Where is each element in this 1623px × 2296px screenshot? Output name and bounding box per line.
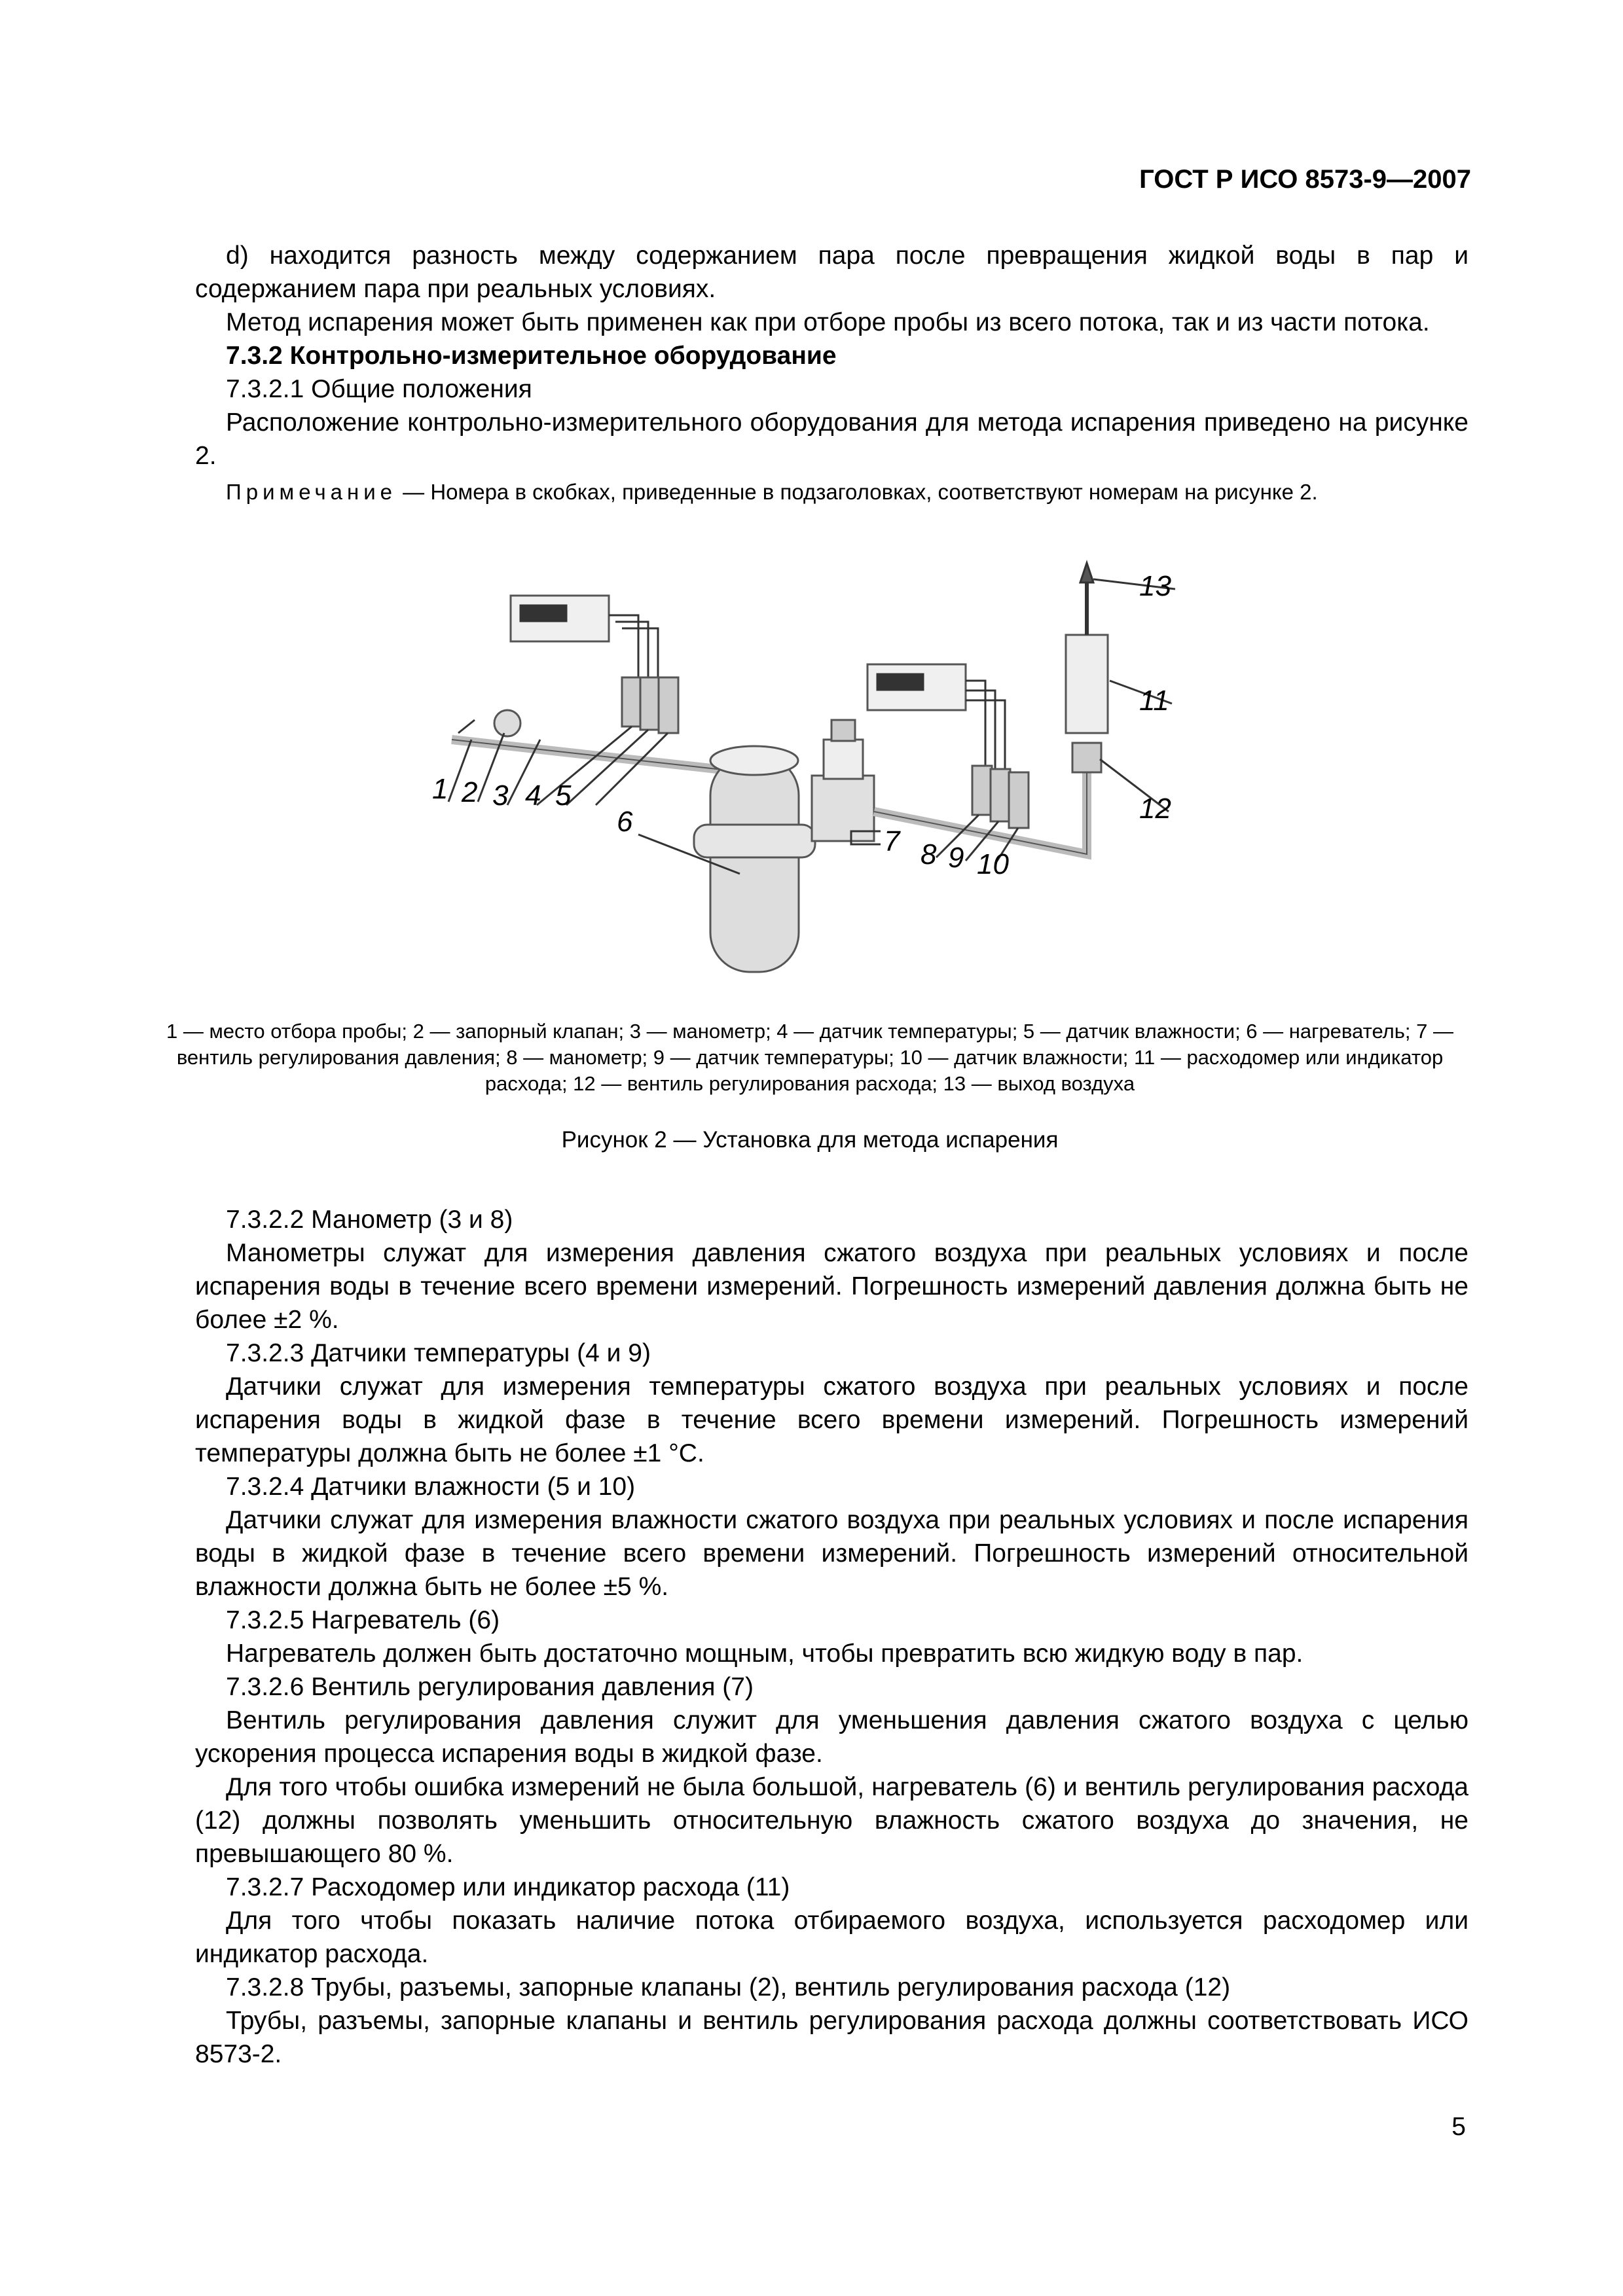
figure-label-7: 7 [884, 825, 900, 857]
section-title-flowmeter: 7.3.2.7 Расходомер или индикатор расхода (11) [226, 1873, 790, 1901]
heading-7-3-2-1: 7.3.2.1 Общие положения [226, 375, 532, 403]
document-code: ГОСТ Р ИСО 8573-9—2007 [1139, 165, 1471, 194]
section-title-pressure-valve: 7.3.2.6 Вентиль регулирования давления (7) [226, 1673, 754, 1701]
page-number: 5 [1451, 2113, 1466, 2141]
figure-label-8: 8 [921, 838, 937, 870]
paragraph-arrangement: Расположение контрольно-измерительного оборудования для метода испарения приведено на рисунке 2. [195, 408, 1468, 470]
section-title-temperature: 7.3.2.3 Датчики температуры (4 и 9) [226, 1339, 651, 1367]
note-text: — Номера в скобках, приведенные в подзаголовках, соответствуют номерам на рисунке 2. [397, 480, 1318, 504]
sections-block [195, 1203, 1468, 2071]
section-title-heater: 7.3.2.5 Нагреватель (6) [226, 1606, 500, 1634]
evaporation-setup-figure [380, 524, 1218, 995]
section-title-humidity: 7.3.2.4 Датчики влажности (5 и 10) [226, 1473, 636, 1501]
heading-7-3-2: 7.3.2 Контрольно-измерительное оборудование [226, 342, 837, 370]
section-text-heater: Нагреватель должен быть достаточно мощным, чтобы превратить всю жидкую воду в пар. [226, 1640, 1304, 1668]
intro-block [195, 239, 1468, 507]
figure-label-2: 2 [462, 776, 478, 808]
section-title-pipes: 7.3.2.8 Трубы, разъемы, запорные клапаны (2), вентиль регулирования расхода (12) [226, 1973, 1231, 2001]
note [195, 478, 1468, 507]
figure-label-6: 6 [617, 806, 633, 838]
section-text-humidity: Датчики служат для измерения влажности сжатого воздуха при реальных условиях и после испарения воды в жидкой фазе в течение всего времени измерений. Погрешность измерений относительной влажности должна быть не более ±5 %. [195, 1506, 1468, 1601]
figure-label-13: 13 [1139, 570, 1171, 602]
figure-label-3: 3 [492, 780, 509, 812]
figure-label-11: 11 [1139, 685, 1169, 717]
figure-label-4: 4 [525, 780, 541, 812]
figure-label-9: 9 [948, 842, 964, 874]
figure-label-12: 12 [1139, 793, 1171, 825]
paragraph-d: d) находится разность между содержанием пара после превращения жидкой воды в пар и содержанием пара при реальных условиях. [195, 242, 1468, 303]
section-text-pipes: Трубы, разъемы, запорные клапаны и вентиль регулирования расхода должны соответствовать ИСО 8573-2. [195, 2007, 1468, 2068]
section-text-manometer: Манометры служат для измерения давления сжатого воздуха при реальных условиях и после испарения воды в течение всего времени измерений. Погрешность измерений давления должна быть не более ±2 %. [195, 1239, 1468, 1334]
section-text-pressure-valve: Вентиль регулирования давления служит для уменьшения давления сжатого воздуха с целью ускорения процесса испарения воды в жидкой фазе. [195, 1706, 1468, 1768]
paragraph-method: Метод испарения может быть применен как при отборе пробы из всего потока, так и из части потока. [226, 308, 1430, 336]
figure-label-10: 10 [977, 848, 1009, 880]
section-title-manometer: 7.3.2.2 Манометр (3 и 8) [226, 1206, 513, 1234]
figure-label-1: 1 [432, 773, 448, 805]
section-text-pressure-valve-2: Для того чтобы ошибка измерений не была большой, нагреватель (6) и вентиль регулирования расхода (12) должны позволять уменьшить относительную влажность сжатого воздуха до значения, не превышающего 80 %. [195, 1773, 1468, 1868]
figure-label-5: 5 [555, 780, 572, 812]
section-text-flowmeter: Для того чтобы показать наличие потока отбираемого воздуха, используется расходомер или индикатор расхода. [195, 1907, 1468, 1968]
section-text-temperature: Датчики служат для измерения температуры сжатого воздуха при реальных условиях и после испарения воды в жидкой фазе в течение всего времени измерений. Погрешность измерений температуры должна быть не более ±1 °С. [195, 1372, 1468, 1467]
note-label: Примечание [226, 480, 397, 504]
figure-legend: 1 — место отбора пробы; 2 — запорный клапан; 3 — манометр; 4 — датчик температуры; 5 — датчик влажности; 6 — нагреватель; 7 — вентиль регулирования давления; 8 — манометр; 9 — датчик температуры; 10 — датчик влажности; 11 — расходомер или индикатор расхода; 12 — вентиль регулирования расхода; 13 — выход воздуха [166, 1020, 1453, 1095]
figure-caption: Рисунок 2 — Установка для метода испарения [561, 1127, 1059, 1153]
